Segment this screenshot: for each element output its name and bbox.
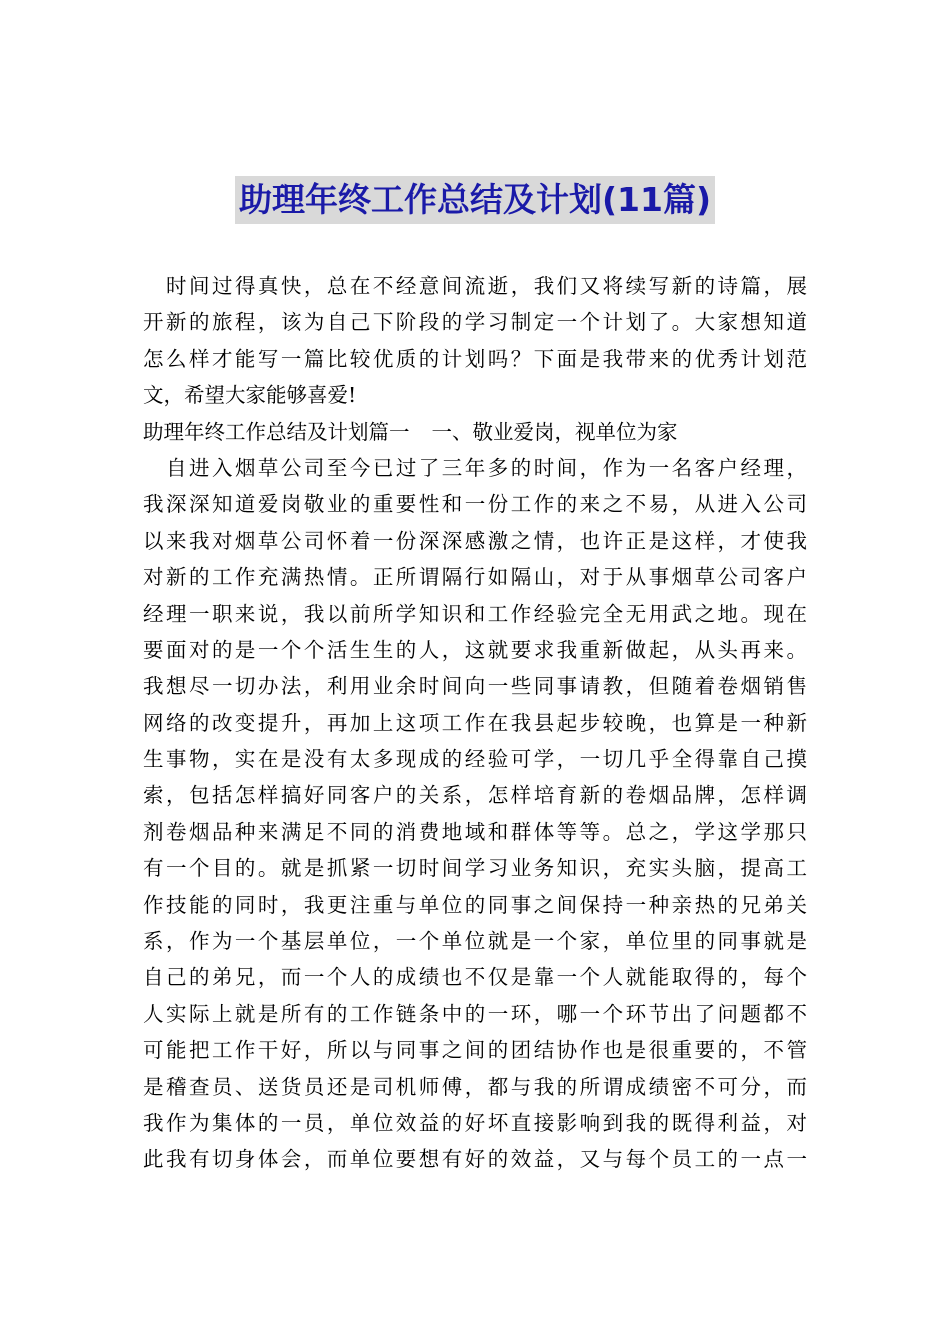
body-line: 索，包括怎样搞好同客户的关系，怎样培育新的卷烟品牌，怎样调 bbox=[143, 783, 807, 808]
body-line: 剂卷烟品种来满足不同的消费地域和群体等等。总之，学这学那只 bbox=[143, 819, 807, 844]
body-line: 是稽查员、送货员还是司机师傅，都与我的所谓成绩密不可分，而 bbox=[143, 1074, 807, 1099]
body-line: 网络的改变提升，再加上这项工作在我县起步较晚，也算是一种新 bbox=[143, 710, 807, 735]
intro-line: 文，希望大家能够喜爱! bbox=[143, 383, 357, 408]
body-line: 可能把工作干好，所以与同事之间的团结协作也是很重要的，不管 bbox=[143, 1038, 807, 1063]
intro-line: 开新的旅程，该为自己下阶段的学习制定一个计划了。大家想知道 bbox=[143, 310, 807, 335]
body-line: 我深深知道爱岗敬业的重要性和一份工作的来之不易，从进入公司 bbox=[143, 492, 807, 517]
section-heading bbox=[143, 414, 807, 450]
document-body bbox=[143, 268, 807, 1178]
body-line: 有一个目的。就是抓紧一切时间学习业务知识，充实头脑，提高工 bbox=[143, 856, 807, 881]
body-line: 人实际上就是所有的工作链条中的一环，哪一个环节出了问题都不 bbox=[143, 1001, 807, 1026]
body-line: 作技能的同时，我更注重与单位的同事之间保持一种亲热的兄弟关 bbox=[143, 892, 807, 917]
intro-line: 怎么样才能写一篇比较优质的计划吗？下面是我带来的优秀计划范 bbox=[143, 346, 807, 371]
section-heading-title: 助理年终工作总结及计划篇一 bbox=[143, 419, 410, 444]
intro-line: 时间过得真快，总在不经意间流逝，我们又将续写新的诗篇，展 bbox=[166, 274, 807, 298]
body-line: 我作为集体的一员，单位效益的好坏直接影响到我的既得利益，对 bbox=[143, 1110, 807, 1135]
title-container bbox=[0, 176, 950, 224]
body-line: 我想尽一切办法，利用业余时间向一些同事请教，但随着卷烟销售 bbox=[143, 674, 807, 699]
body-line: 自进入烟草公司至今已过了三年多的时间，作为一名客户经理， bbox=[166, 455, 807, 480]
body-line: 系，作为一个基层单位，一个单位就是一个家，单位里的同事就是 bbox=[143, 929, 807, 954]
body-line: 生事物，实在是没有太多现成的经验可学，一切几乎全得靠自己摸 bbox=[143, 747, 807, 772]
body-line: 对新的工作充满热情。正所谓隔行如隔山，对于从事烟草公司客户 bbox=[143, 565, 807, 590]
document-title: 助理年终工作总结及计划(11篇) bbox=[235, 176, 715, 224]
body-line: 此我有切身体会，而单位要想有好的效益，又与每个员工的一点一 bbox=[143, 1147, 807, 1172]
body-line: 以来我对烟草公司怀着一份深深感激之情，也许正是这样，才使我 bbox=[143, 528, 807, 553]
body-line: 要面对的是一个个活生生的人，这就要求我重新做起，从头再来。 bbox=[143, 637, 807, 662]
body-line: 自己的弟兄，而一个人的成绩也不仅是靠一个人就能取得的，每个 bbox=[143, 965, 807, 990]
body-line: 经理一职来说，我以前所学知识和工作经验完全无用武之地。现在 bbox=[143, 601, 807, 626]
section-heading-subtitle: 一、敬业爱岗，视单位为家 bbox=[431, 419, 678, 444]
